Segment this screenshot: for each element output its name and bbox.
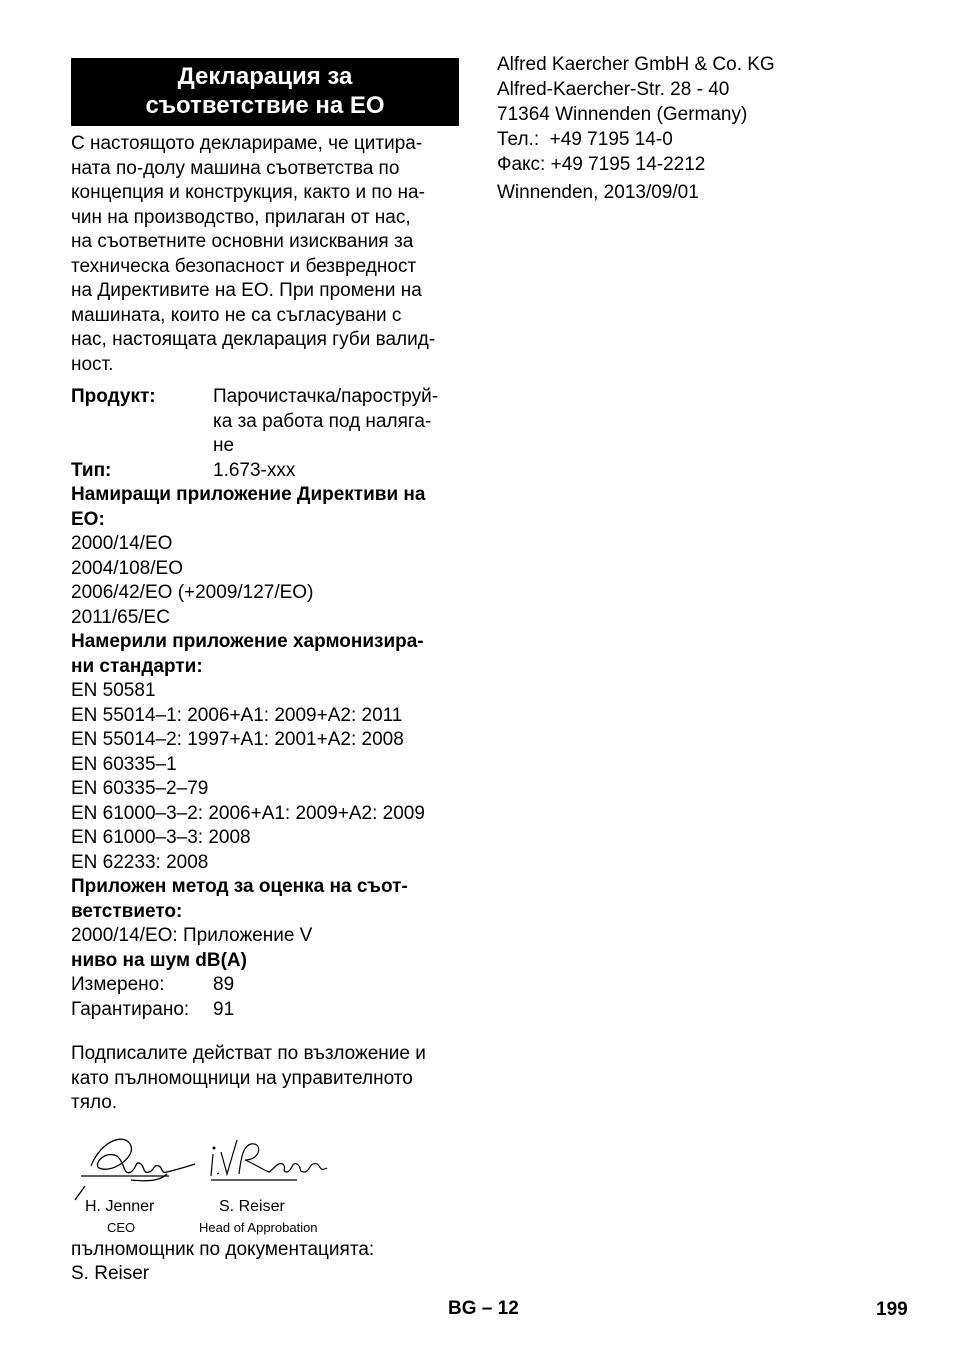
- intro-line: ната по-долу машина съответства по: [71, 157, 400, 179]
- noise-guaranteed-label: Гарантирано:: [71, 998, 190, 1020]
- noise-guaranteed-row: [71, 998, 459, 1023]
- product-value: [213, 385, 459, 459]
- doc-rep-label: пълномощник по документацията:: [71, 1238, 375, 1260]
- address-line: 71364 Winnenden (Germany): [497, 104, 748, 125]
- doc-representative: [71, 1238, 459, 1287]
- signer-right-name: S. Reiser: [219, 1197, 285, 1215]
- signer-left-role: CEO: [107, 1219, 136, 1235]
- signatories-line: като пълномощници на управителното: [71, 1067, 413, 1089]
- standard-item: EN 61000–3–2: 2006+A1: 2009+A2: 2009: [71, 802, 425, 824]
- standard-item: EN 60335–1: [71, 753, 177, 775]
- intro-line: чин на производство, прилаган от нас,: [71, 206, 411, 228]
- intro-paragraph: [71, 132, 459, 377]
- assessment-section: [71, 875, 459, 949]
- product-value-line: Парочистачка/пароструй-: [213, 386, 439, 407]
- doc-rep-name: S. Reiser: [71, 1263, 150, 1284]
- noise-guaranteed-value: 91: [213, 998, 235, 1020]
- directive-item: 2004/108/ЕО: [71, 557, 183, 579]
- standards-heading: Намерили приложение хармонизира-: [71, 631, 424, 652]
- signature-reiser: [211, 1140, 327, 1180]
- product-value-line: не: [213, 435, 235, 456]
- intro-line: техническа безопасност и безвредност: [71, 255, 417, 277]
- directives-heading: Намиращи приложение Директиви на: [71, 484, 426, 505]
- directive-item: 2011/65/ЕС: [71, 606, 170, 628]
- assessment-heading: Приложен метод за оценка на съот-: [71, 876, 408, 897]
- standard-item: EN 62233: 2008: [71, 851, 209, 873]
- standards-heading: ни стандарти:: [71, 655, 203, 677]
- address-line: Тел.: +49 7195 14-0: [497, 129, 673, 150]
- directives-heading: ЕО:: [71, 508, 105, 530]
- type-value: 1.673-xxx: [213, 459, 296, 481]
- address-line: Alfred-Kaercher-Str. 28 - 40: [497, 79, 730, 100]
- type-label: Тип:: [71, 459, 112, 481]
- signatures-image: [71, 1128, 371, 1208]
- intro-line: С настоящото декларираме, че цитира-: [71, 133, 423, 154]
- signatories-line: тяло.: [71, 1092, 118, 1113]
- directive-item: 2006/42/ЕО (+2009/127/ЕО): [71, 582, 314, 603]
- heading-line-1: Декларация за: [177, 63, 353, 90]
- intro-line: на Директивите на ЕО. При промени на: [71, 280, 422, 301]
- signatories-line: Подписалите действат по възложение и: [71, 1043, 426, 1064]
- standard-item: EN 61000–3–3: 2008: [71, 827, 251, 848]
- page-number: 199: [876, 1299, 908, 1320]
- noise-heading: ниво на шум dB(A): [71, 949, 247, 971]
- product-label: Продукт:: [71, 386, 156, 407]
- product-value-line: ка за работа под наляга-: [213, 410, 432, 432]
- place-date: Winnenden, 2013/09/01: [497, 182, 699, 203]
- standard-item: EN 60335–2–79: [71, 778, 209, 799]
- company-address: [497, 52, 917, 177]
- signer-right-role: Head of Approbation: [199, 1219, 318, 1235]
- address-line: Alfred Kaercher GmbH & Co. KG: [497, 54, 775, 75]
- intro-line: на съответните основни изисквания за: [71, 231, 414, 252]
- directive-item: 2000/14/ЕО: [71, 533, 173, 554]
- assessment-value: 2000/14/ЕО: Приложение V: [71, 925, 313, 946]
- standard-item: EN 55014–1: 2006+A1: 2009+A2: 2011: [71, 704, 403, 726]
- intro-line: машината, които не са съгласувани с: [71, 304, 402, 326]
- footer-section-label: BG – 12: [448, 1298, 519, 1319]
- noise-measured-value: 89: [213, 974, 235, 995]
- type-row: [71, 459, 459, 484]
- declaration-heading: [71, 58, 459, 126]
- signer-left-name: H. Jenner: [85, 1197, 155, 1215]
- signature-jenner: [75, 1139, 195, 1200]
- noise-section: [71, 949, 459, 1023]
- heading-line-2: съответствие на ЕО: [145, 92, 385, 119]
- assessment-heading: ветствието:: [71, 900, 183, 922]
- directives-section: [71, 483, 459, 630]
- signature-block: [71, 1128, 459, 1238]
- noise-measured-label: Измерено:: [71, 974, 165, 995]
- noise-measured-row: [71, 973, 459, 998]
- signatories-paragraph: [71, 1042, 459, 1116]
- standards-section: [71, 630, 459, 875]
- address-line: Факс: +49 7195 14-2212: [497, 154, 706, 175]
- intro-line: нас, настоящата декларация губи валид-: [71, 329, 436, 350]
- left-column: [71, 58, 459, 1287]
- standard-item: EN 50581: [71, 680, 156, 701]
- right-column: [497, 52, 917, 206]
- product-row: [71, 385, 459, 459]
- intro-line: ност.: [71, 353, 114, 375]
- intro-line: концепция и конструкция, както и по на-: [71, 182, 425, 203]
- standard-item: EN 55014–2: 1997+A1: 2001+A2: 2008: [71, 729, 404, 750]
